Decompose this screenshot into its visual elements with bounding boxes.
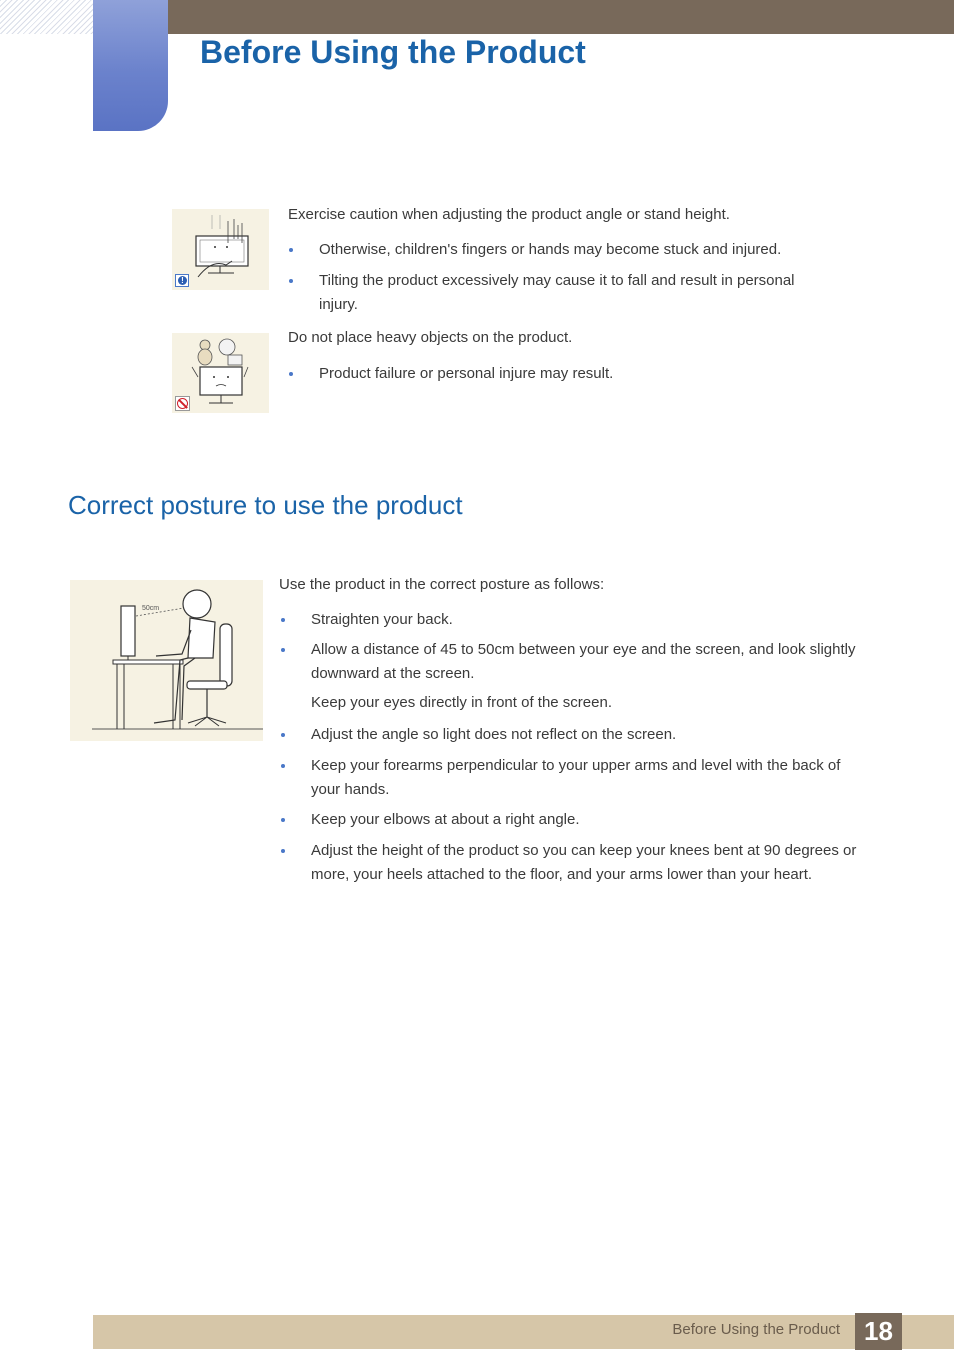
- heavy-objects-illustration: [172, 333, 269, 413]
- caution-1-lead: Exercise caution when adjusting the product angle or stand height.: [288, 206, 730, 223]
- list-item: Otherwise, children's fingers or hands may become stuck and injured.: [319, 238, 781, 262]
- bullet-icon: [281, 733, 285, 737]
- bullet-icon: [281, 618, 285, 622]
- posture-note: Keep your eyes directly in front of the screen.: [311, 694, 612, 711]
- list-item: Product failure or personal injure may result.: [319, 362, 613, 386]
- bullet-icon: [281, 764, 285, 768]
- list-item: Keep your elbows at about a right angle.: [311, 808, 580, 832]
- chapter-title: Before Using the Product: [200, 34, 586, 70]
- chapter-tab: [93, 0, 168, 131]
- footer-bar: [93, 1315, 954, 1349]
- prohibition-icon: [175, 396, 190, 411]
- caution-2-lead: Do not place heavy objects on the product.: [288, 329, 573, 346]
- list-item: Adjust the angle so light does not reflect on the screen.: [311, 723, 676, 747]
- posture-lead: Use the product in the correct posture as follows:: [279, 576, 605, 593]
- monitor-adjust-illustration: [172, 209, 269, 290]
- caution-icon: !: [175, 274, 189, 287]
- posture-illustration: [70, 580, 263, 741]
- page-number: 18: [855, 1313, 902, 1350]
- distance-label: 50cm: [142, 605, 160, 612]
- bullet-icon: [289, 372, 293, 376]
- bullet-icon: [289, 279, 293, 283]
- list-item: Allow a distance of 45 to 50cm between your eye and the screen, and look slightly downward at the screen.: [311, 638, 856, 686]
- bullet-icon: [281, 818, 285, 822]
- bullet-icon: [281, 849, 285, 853]
- list-item: Adjust the height of the product so you can keep your knees bent at 90 degrees or more, your heels attached to the floor, and your arms lower than your heart.: [311, 839, 856, 887]
- footer-label: Before Using the Product: [672, 1321, 840, 1338]
- bullet-icon: [289, 248, 293, 252]
- person-at-desk-drawing: [70, 580, 263, 741]
- header-bar: [168, 0, 954, 34]
- list-item: Tilting the product excessively may cause it to fall and result in personal injury.: [319, 269, 795, 317]
- header-hatch-pattern: [0, 0, 93, 34]
- list-item: Keep your forearms perpendicular to your upper arms and level with the back of your hands.: [311, 754, 840, 802]
- bullet-icon: [281, 648, 285, 652]
- list-item: Straighten your back.: [311, 608, 453, 632]
- section-title: Correct posture to use the product: [68, 490, 463, 520]
